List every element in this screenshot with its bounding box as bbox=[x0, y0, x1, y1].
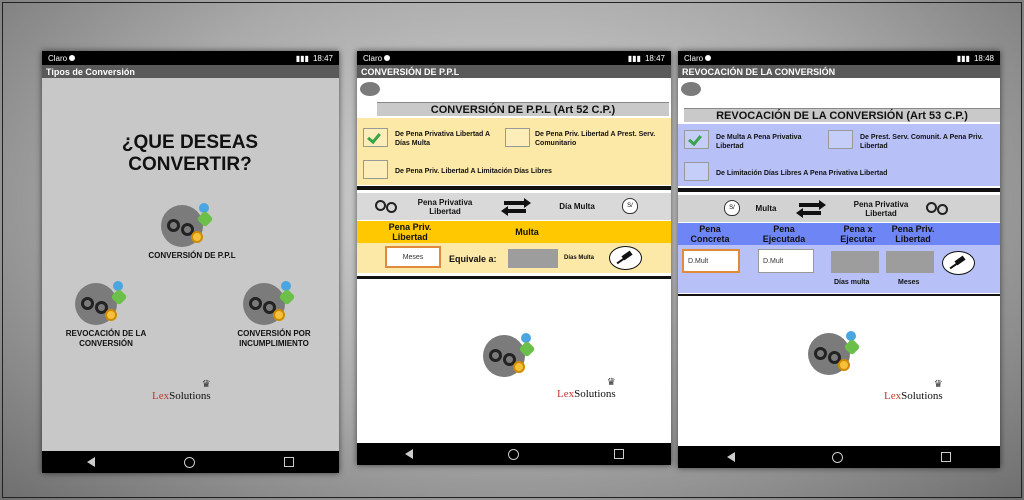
home-icon[interactable] bbox=[184, 457, 195, 468]
brand-logo: ♛ LexSolutions bbox=[152, 379, 211, 402]
revocacion-logo-icon bbox=[75, 281, 137, 325]
home-icon[interactable] bbox=[508, 449, 519, 460]
option-label: REVOCACIÓN DE LA CONVERSIÓN bbox=[65, 329, 147, 348]
carrier-label: Claro bbox=[48, 53, 68, 63]
signal-icon: ▮▮▮ bbox=[295, 53, 309, 63]
recents-icon[interactable] bbox=[941, 452, 951, 462]
main-area bbox=[357, 78, 671, 443]
months-input[interactable]: Meses bbox=[385, 246, 441, 268]
result-field bbox=[508, 249, 558, 268]
dias-multa-label: Días multa bbox=[834, 279, 870, 286]
checkbox-multa-ppl[interactable] bbox=[684, 130, 709, 149]
question-heading: ¿QUE DESEAS CONVERTIR? bbox=[121, 132, 259, 175]
status-bar bbox=[42, 51, 339, 65]
whatsapp-icon bbox=[69, 55, 75, 61]
input-row bbox=[357, 243, 671, 273]
swap-icon[interactable] bbox=[796, 199, 826, 219]
check-icon bbox=[367, 130, 381, 144]
time-label: 18:47 bbox=[312, 53, 333, 63]
column-header: Pena Concreta bbox=[690, 224, 730, 244]
from-label: Multa bbox=[755, 204, 777, 213]
money-bag-icon: S/ bbox=[622, 198, 638, 214]
status-bar bbox=[678, 51, 1000, 65]
conversion-type-panel bbox=[357, 118, 671, 185]
signal-icon: ▮▮▮ bbox=[956, 53, 970, 63]
phone-screen-conversion bbox=[357, 51, 671, 465]
brand-logo: ♛ LexSolutions bbox=[884, 379, 943, 402]
nav-bar bbox=[357, 443, 671, 465]
money-bag-icon: S/ bbox=[724, 200, 740, 216]
incumplimiento-logo-icon bbox=[243, 281, 305, 325]
handcuffs-icon bbox=[926, 202, 950, 216]
whatsapp-icon bbox=[384, 55, 390, 61]
checkbox-label: De Pena Priv. Libertad A Limitación Días Libres bbox=[395, 168, 552, 175]
option-incumplimiento[interactable] bbox=[224, 281, 324, 349]
app-logo-icon bbox=[681, 82, 701, 96]
time-label: 18:47 bbox=[644, 53, 665, 63]
dias-multa-label: Días Multa bbox=[564, 255, 595, 261]
back-icon[interactable] bbox=[405, 449, 413, 459]
back-icon[interactable] bbox=[87, 457, 95, 467]
checkbox-label: De Pena Priv. Libertad A Prest. Serv. Comunitario bbox=[535, 131, 656, 147]
conversion-direction-row bbox=[678, 195, 1000, 222]
checkbox-ppl-dias-multa[interactable] bbox=[363, 128, 388, 147]
column-header-strip bbox=[678, 223, 1000, 245]
divider bbox=[357, 276, 671, 279]
recents-icon[interactable] bbox=[284, 457, 294, 467]
check-icon bbox=[688, 132, 702, 146]
to-label: Día Multa bbox=[559, 202, 595, 211]
column-header-strip bbox=[357, 221, 671, 243]
owl-icon: ♛ bbox=[933, 379, 943, 390]
center-logo-icon bbox=[483, 333, 545, 377]
checkbox-label: De Prest. Serv. Comunit. A Pena Priv. Libertad bbox=[860, 134, 983, 150]
main-area bbox=[42, 78, 339, 451]
conversion-direction-row bbox=[357, 193, 671, 220]
conversion-logo-icon bbox=[161, 203, 223, 247]
recents-icon[interactable] bbox=[614, 449, 624, 459]
equivale-label: Equivale a: bbox=[449, 254, 497, 264]
checkbox-limitacion-ppl[interactable] bbox=[684, 162, 709, 181]
swap-icon[interactable] bbox=[501, 197, 531, 217]
divider bbox=[678, 294, 1000, 296]
owl-icon: ♛ bbox=[201, 379, 211, 390]
brand-logo: ♛ LexSolutions bbox=[557, 377, 616, 400]
column-header: Pena Priv. Libertad bbox=[891, 224, 935, 244]
center-logo-icon bbox=[808, 331, 870, 375]
carrier-label: Claro bbox=[684, 53, 704, 63]
revocation-type-panel bbox=[678, 124, 1000, 186]
meses-label: Meses bbox=[898, 279, 920, 286]
handcuffs-icon bbox=[375, 200, 399, 214]
home-icon[interactable] bbox=[832, 452, 843, 463]
from-label: Pena Privativa Libertad bbox=[417, 198, 473, 216]
status-bar bbox=[357, 51, 671, 65]
column-header: Pena x Ejecutar bbox=[840, 224, 876, 244]
pena-concreta-input[interactable]: D.Mult bbox=[682, 249, 740, 273]
nav-bar bbox=[42, 451, 339, 473]
checkbox-label: De Limitación Días Libres A Pena Privativa Libertad bbox=[716, 170, 888, 177]
divider bbox=[678, 188, 1000, 192]
column-header: Pena Priv. Libertad bbox=[388, 222, 432, 242]
meses-result bbox=[886, 251, 934, 273]
app-title: REVOCACIÓN DE LA CONVERSIÓN bbox=[678, 65, 1000, 78]
column-header: Multa bbox=[515, 227, 539, 237]
divider bbox=[357, 186, 671, 190]
gavel-icon[interactable] bbox=[609, 246, 642, 270]
checkbox-label: De Multa A Pena Privativa Libertad bbox=[716, 134, 802, 150]
carrier-label: Claro bbox=[363, 53, 383, 63]
dias-multa-result bbox=[831, 251, 879, 273]
app-logo-icon bbox=[360, 82, 380, 96]
phone-screen-tipos bbox=[42, 51, 339, 473]
time-label: 18:48 bbox=[973, 53, 994, 63]
to-label: Pena Privativa Libertad bbox=[853, 200, 909, 218]
gavel-icon[interactable] bbox=[942, 251, 975, 275]
option-label: CONVERSIÓN POR INCUMPLIMIENTO bbox=[237, 329, 311, 348]
checkbox-ppl-servicio[interactable] bbox=[505, 128, 530, 147]
section-header: REVOCACIÓN DE LA CONVERSIÓN (Art 53 C.P.) bbox=[684, 108, 1000, 122]
pena-ejecutada-input[interactable]: D.Mult bbox=[758, 249, 814, 273]
column-header: Pena Ejecutada bbox=[762, 224, 806, 244]
app-title: Tipos de Conversión bbox=[42, 65, 339, 78]
nav-bar bbox=[678, 446, 1000, 468]
back-icon[interactable] bbox=[727, 452, 735, 462]
option-conversion-ppl[interactable] bbox=[132, 203, 252, 261]
section-header: CONVERSIÓN DE P.P.L (Art 52 C.P.) bbox=[377, 102, 669, 116]
checkbox-servicio-ppl[interactable] bbox=[828, 130, 853, 149]
checkbox-ppl-limitacion[interactable] bbox=[363, 160, 388, 179]
whatsapp-icon bbox=[705, 55, 711, 61]
app-title: CONVERSIÓN DE P.P.L bbox=[357, 65, 671, 78]
owl-icon: ♛ bbox=[606, 377, 616, 388]
main-area bbox=[678, 78, 1000, 446]
option-revocacion[interactable] bbox=[56, 281, 156, 349]
checkbox-label: De Pena Privativa Libertad A Días Multa bbox=[395, 131, 490, 147]
phone-screen-revocacion bbox=[678, 51, 1000, 468]
signal-icon: ▮▮▮ bbox=[627, 53, 641, 63]
input-row bbox=[678, 245, 1000, 293]
option-label: CONVERSIÓN DE P.P.L bbox=[148, 251, 236, 260]
